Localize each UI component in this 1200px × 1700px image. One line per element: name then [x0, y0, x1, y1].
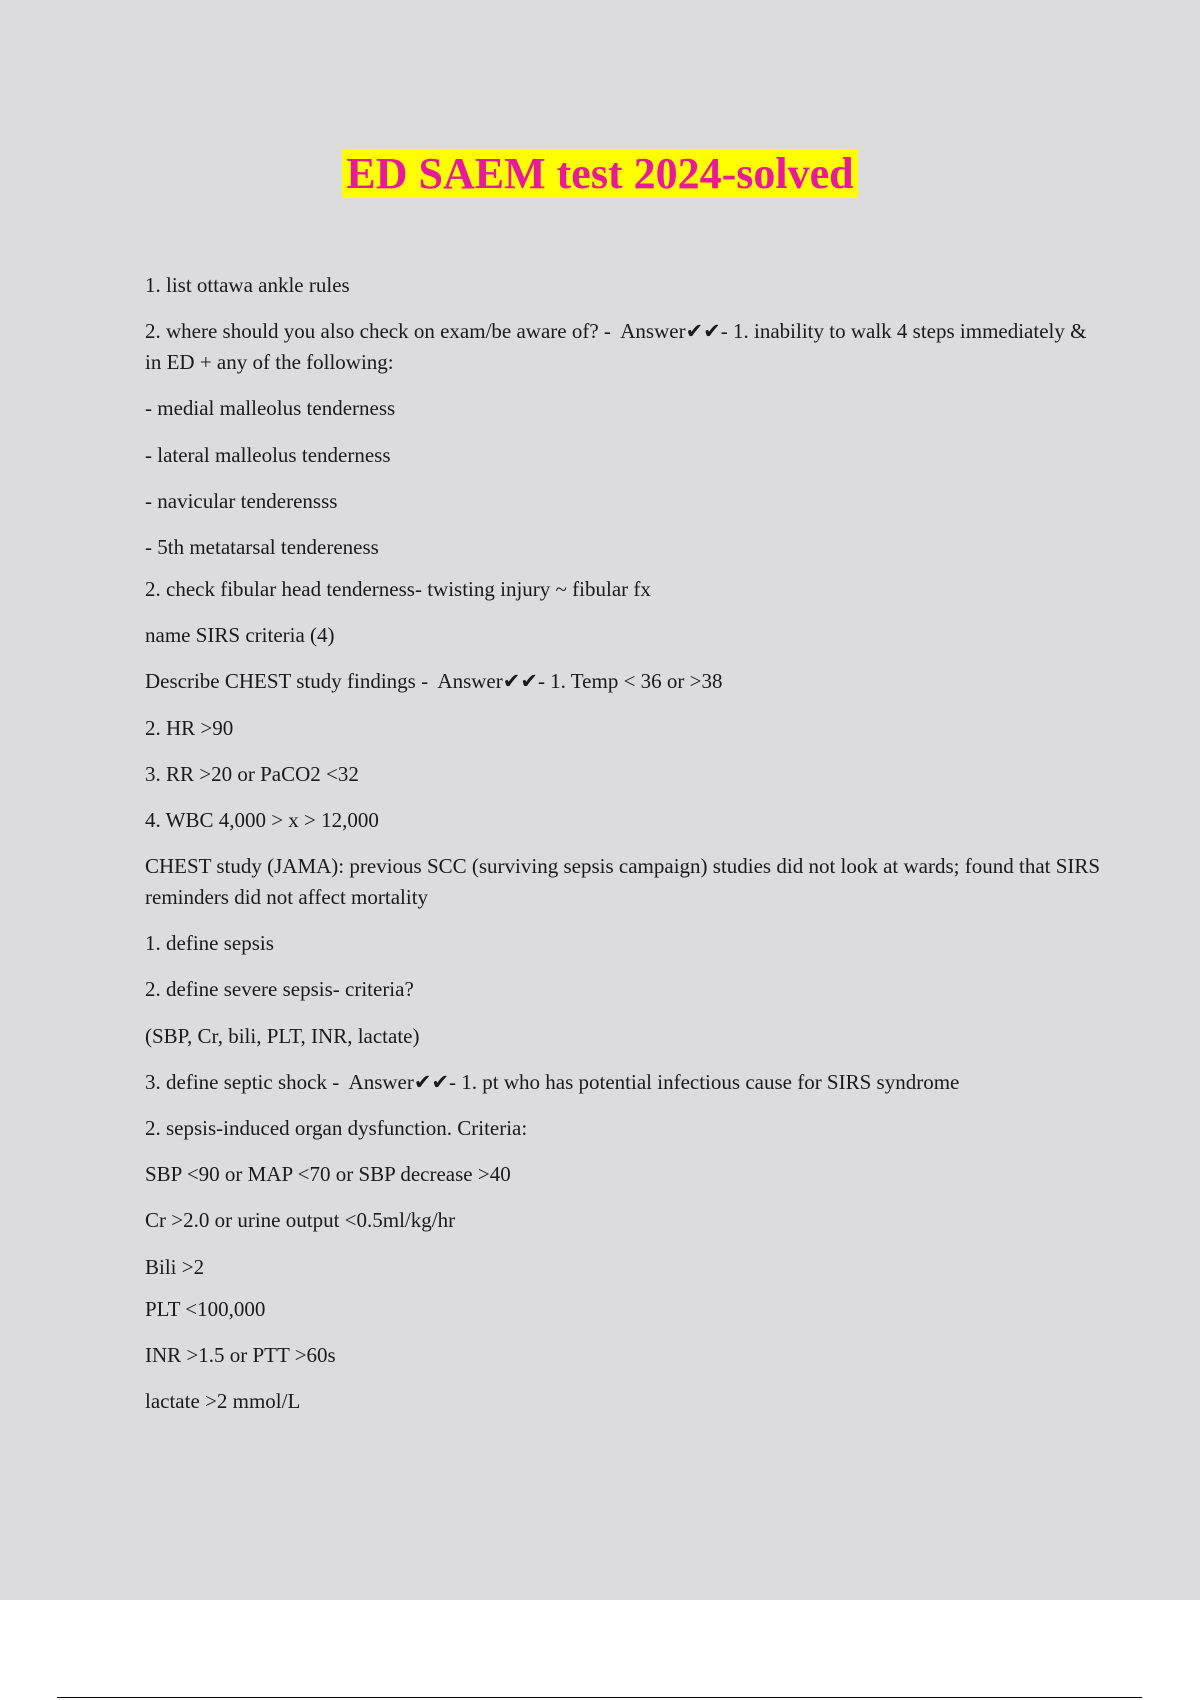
text-line: - lateral malleolus tenderness	[145, 442, 391, 467]
document-body	[145, 270, 1105, 1432]
text-line: INR >1.5 or PTT >60s	[145, 1342, 336, 1367]
text-line: 1. define sepsis	[145, 931, 274, 956]
text-line: 2. check fibular head tenderness- twisting injury ~ fibular fx	[145, 576, 651, 601]
text-line: 2. sepsis-induced organ dysfunction. Criteria:	[145, 1116, 528, 1140]
text-line: PLT <100,000	[145, 1296, 266, 1321]
text-line: - navicular tenderensss	[145, 488, 338, 513]
text-line: CHEST study (JAMA): previous SCC (surviving sepsis campaign) studies did not look at wards; found that SIRS reminders did not affect mortality	[145, 854, 1106, 910]
text-line: Describe CHEST study findings - Answer✔✔- 1. Temp < 36 or >38	[145, 669, 723, 694]
text-line: SBP <90 or MAP <70 or SBP decrease >40	[145, 1162, 511, 1187]
text-line: lactate >2 mmol/L	[145, 1388, 301, 1413]
text-line: 4. WBC 4,000 > x > 12,000	[145, 807, 379, 832]
text-line: (SBP, Cr, bili, PLT, INR, lactate)	[145, 1023, 420, 1048]
text-line: 1. list ottawa ankle rules	[145, 273, 350, 297]
text-line: name SIRS criteria (4)	[145, 623, 335, 648]
text-line: 2. HR >90	[145, 715, 234, 740]
text-line: 3. RR >20 or PaCO2 <32	[145, 761, 359, 786]
text-line: - medial malleolus tenderness	[145, 396, 396, 421]
text-line: Bili >2	[145, 1254, 205, 1279]
text-line: - 5th metatarsal tendereness	[145, 534, 379, 559]
document-title	[0, 148, 1200, 200]
text-line: Cr >2.0 or urine output <0.5ml/kg/hr	[145, 1208, 456, 1233]
document-title-text: ED SAEM test 2024-solved	[342, 149, 857, 198]
text-line: 2. where should you also check on exam/be aware of? - Answer✔✔- 1. inability to walk 4 steps immediately & in ED + any of the following:	[145, 319, 1092, 375]
footer-divider	[57, 1697, 1142, 1698]
text-line: 3. define septic shock - Answer✔✔- 1. pt who has potential infectious cause for SIRS syndrome	[145, 1069, 960, 1094]
text-line: 2. define severe sepsis- criteria?	[145, 977, 414, 1002]
